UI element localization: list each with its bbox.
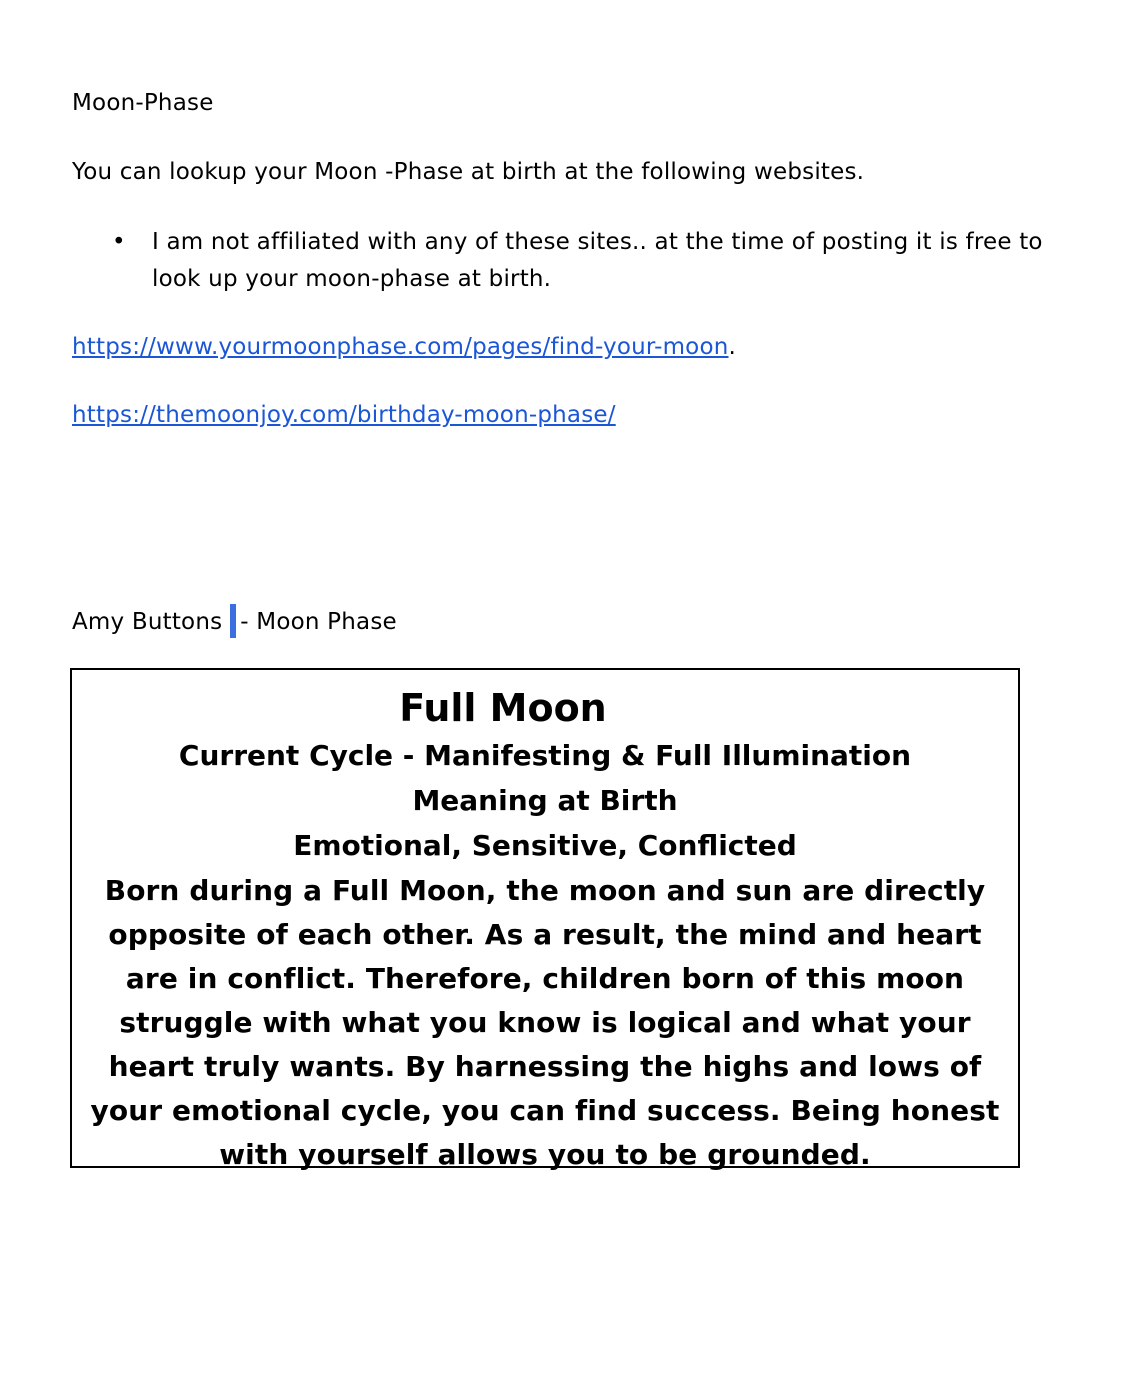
card-meaning-label: Meaning at Birth [412,784,678,817]
themoonjoy-link[interactable]: https://themoonjoy.com/birthday-moon-phase/ [72,402,616,428]
caption-name: Amy Buttons [72,609,223,635]
link-line-themoonjoy [72,398,616,432]
caption-line [72,604,397,639]
card-cycle: Current Cycle - Manifesting & Full Illumination [178,739,912,772]
card-description: Born during a Full Moon, the moon and sun are directly opposite of each other. As a result, the mind and heart are in conflict. Therefore, children born of this moon struggle with what you know is logical and what your heart truly wants. By harnessing the highs and lows of your emotional cycle, you can find success. Being honest with yourself allows you to be grounded. [90,874,1000,1171]
caption-suffix: - Moon Phase [240,609,397,635]
card-traits: Emotional, Sensitive, Conflicted [293,829,797,862]
intro-paragraph: You can lookup your Moon -Phase at birth at the following websites. [72,159,865,185]
link-trailing-punctuation: . [728,334,737,360]
yourmoonphase-link[interactable]: https://www.yourmoonphase.com/pages/find-your-moon [72,334,729,360]
card-title: Full Moon [399,686,607,730]
disclaimer-text: I am not affiliated with any of these sites.. at the time of posting it is free to look up your moon-phase at birth. [152,229,1043,292]
document-heading: Moon-Phase [72,90,214,116]
text-cursor [230,604,236,638]
bullet-dot-icon: • [112,229,126,255]
link-line-yourmoonphase [72,330,736,364]
moon-phase-card [70,668,1020,1171]
